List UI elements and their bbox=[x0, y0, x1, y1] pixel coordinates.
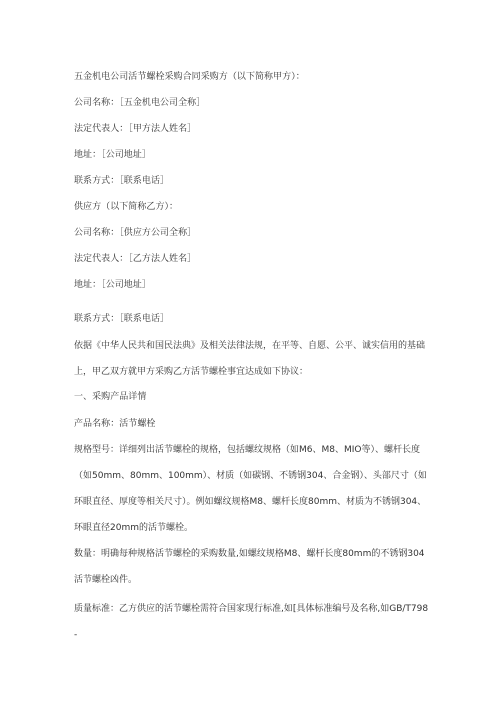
party-b-heading: 供应方（以下简称乙方）： bbox=[74, 202, 179, 212]
party-a-contact: 联系方式：［联系电话］ bbox=[74, 176, 170, 186]
party-b-company: 公司名称：［供应方公司全称］ bbox=[74, 228, 197, 238]
product-name: 产品名称：活节螺栓 bbox=[74, 419, 156, 429]
quantity-paragraph: 数量：明确每种规格活节螺栓的采购数量,如螺纹规格M8、螺杆长度80mm的不锈钢304活节螺栓凶件。 bbox=[74, 549, 425, 585]
party-b-contact: 联系方式：［联系电话］ bbox=[74, 314, 170, 324]
party-b-representative: 法定代表人：［乙方法人姓名］ bbox=[74, 254, 197, 264]
section-1-title: 一、采购产品详情 bbox=[74, 392, 147, 402]
quality-paragraph: 质量标准：乙方供应的活节螺栓需符合国家现行标准,如[具体标准编号及名称,如GB/T798- bbox=[74, 604, 429, 640]
basis-paragraph: 依据《中华人民共和国民法典》及相关法律法规，在平等、自愿、公平、诚实信用的基础上，甲乙双方就甲方采购乙方活节螺栓事宜达成如下协议： bbox=[74, 341, 426, 377]
spec-paragraph: 规格型号：详细列出活节螺栓的规格，包括螺纹规格（如M6、M8、MIO等）、螺杆长度（如50mm、80mm、100mm）、材质（如碳钢、不锈钢304、合金钢）、头部尺寸（如环眼直径、厚度等相关尺寸）。例如螺纹规格M8、螺杆长度80mm、材质为不锈钢304、环眼直径20mm的活节螺栓。 bbox=[74, 445, 427, 533]
party-a-address: 地址：［公司地址］ bbox=[74, 150, 151, 160]
party-a-representative: 法定代表人：［甲方法人姓名］ bbox=[74, 124, 197, 134]
party-a-heading: 五金机电公司活节螺栓采购合同采购方（以下简称甲方）： bbox=[74, 72, 305, 82]
party-b-address: 地址：［公司地址］ bbox=[74, 280, 151, 290]
party-a-company: 公司名称：［五金机电公司全称］ bbox=[74, 98, 206, 108]
